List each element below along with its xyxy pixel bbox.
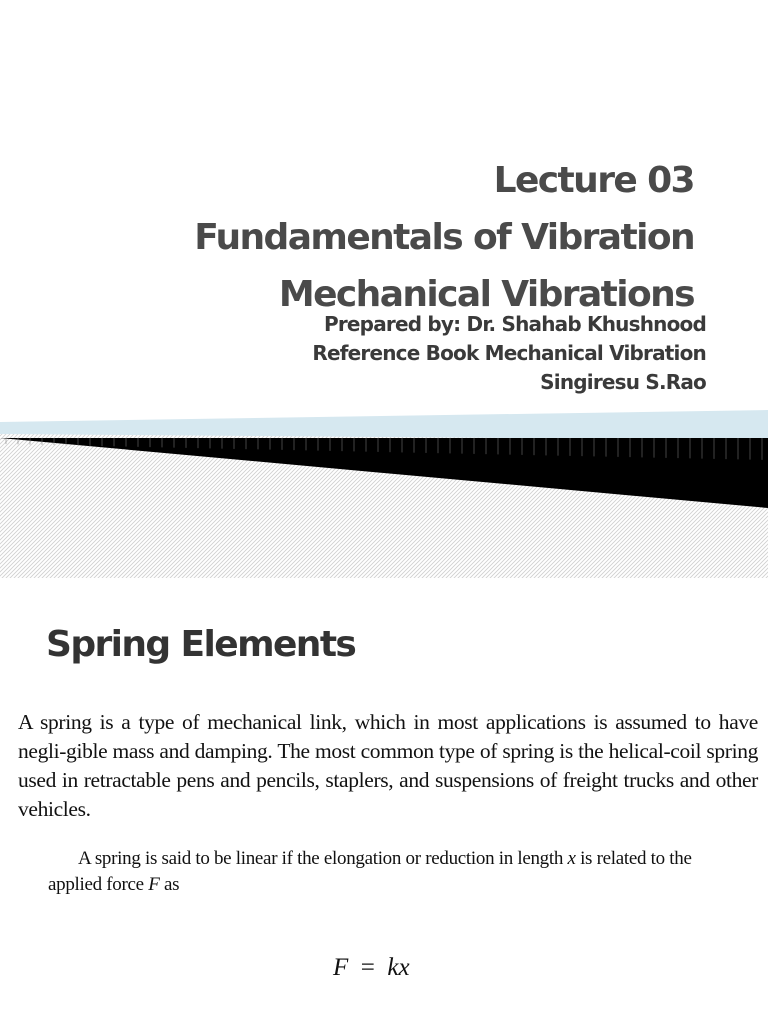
reference-book: Reference Book Mechanical Vibration xyxy=(312,341,706,365)
lecture-topic: Fundamentals of Vibration xyxy=(194,217,694,258)
linear-spring-text-3: as xyxy=(159,874,180,895)
book-author: Singiresu S.Rao xyxy=(540,370,706,394)
variable-x: x xyxy=(567,848,576,869)
title-block xyxy=(194,152,694,323)
course-title: Mechanical Vibrations xyxy=(278,274,694,315)
spring-definition-paragraph: A spring is a type of mechanical link, which in most applications is assumed to have negli-gible mass and damping. The most common type of spring is the helical-coil spring used in retractable pens and pencils, staplers, and suspensions of freight trucks and other vehicles. xyxy=(18,710,758,821)
variable-F: F xyxy=(148,874,160,895)
linear-spring-text-1: A spring is said to be linear if the elongation or reduction in length xyxy=(78,848,568,869)
equation-rhs: kx xyxy=(387,954,410,981)
decorative-band xyxy=(0,408,768,578)
equation-operator: = xyxy=(360,954,375,981)
spring-force-equation xyxy=(333,954,410,982)
section-heading: Spring Elements xyxy=(46,624,356,665)
lecture-number: Lecture 03 xyxy=(493,160,694,201)
prepared-by: Prepared by: Dr. Shahab Khushnood xyxy=(324,312,706,336)
linear-spring-text-2: is related to the applied force xyxy=(48,848,692,895)
content-slide xyxy=(0,588,768,1024)
equation-lhs: F xyxy=(333,954,349,981)
credits-block xyxy=(312,310,706,397)
linear-spring-paragraph xyxy=(48,846,708,898)
